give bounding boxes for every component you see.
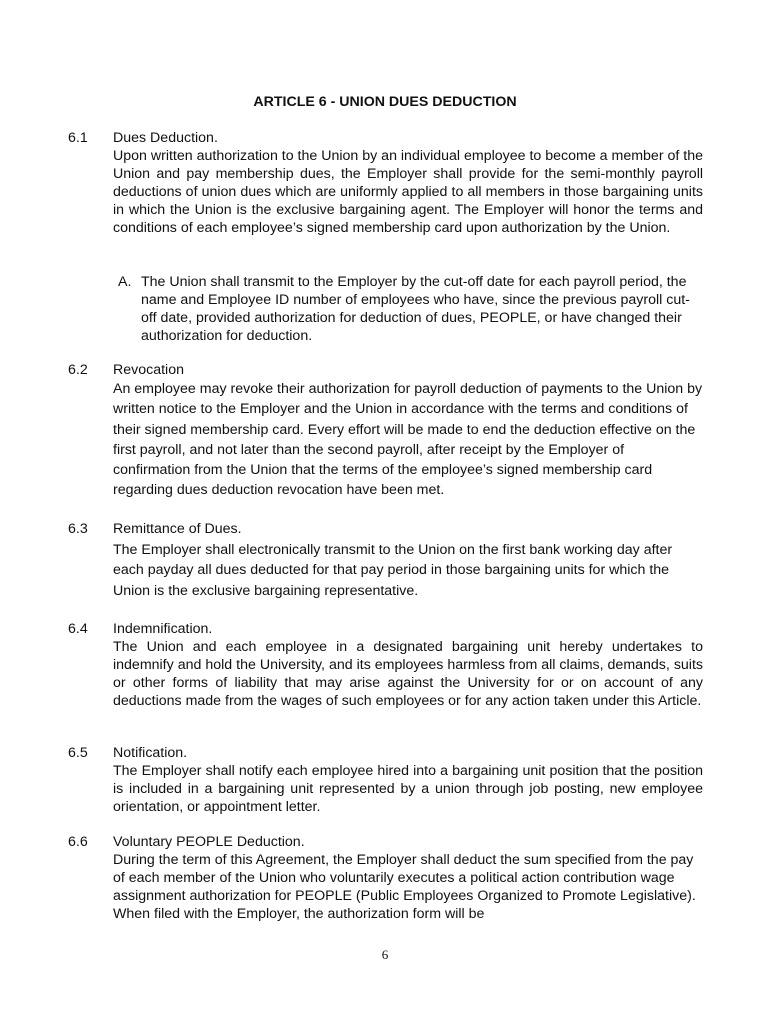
article-title: ARTICLE 6 - UNION DUES DEDUCTION — [253, 94, 517, 110]
section-number: 6.1 — [68, 130, 88, 146]
section-number: 6.5 — [68, 745, 88, 761]
subitem-text: The Union shall transmit to the Employer by the cut-off date for each payroll period, the name and Employee ID number of employees who have, since the previous payroll cut-off date, provided authorization for deduction of dues, PEOPLE, or have changed their authorization for deduction. — [141, 274, 690, 344]
section-text: During the term of this Agreement, the Employer shall deduct the sum specified from the pay of each member of the Union who voluntarily executes a political action contribution wage assignment authorization for PEOPLE (Public Employees Organized to Promote Legislative). When filed with the Employer, the authorization form will be — [113, 852, 696, 922]
subitem-letter: A. — [118, 274, 132, 290]
section-number: 6.3 — [68, 521, 88, 537]
section-number: 6.6 — [68, 834, 88, 850]
section-heading: Dues Deduction. — [113, 130, 218, 146]
section-heading: Notification. — [113, 745, 188, 761]
page-number: 6 — [381, 947, 389, 962]
section-text: Upon written authorization to the Union by an individual employee to become a member of the Union and pay membership dues, the Employer shall provide for the semi-monthly payroll deductions of union dues which are uniformly applied to all members in those bargaining units in which the Union is the exclusive bargaining agent. The Employer will honor the terms and conditions of each employee’s signed membership card upon authorization by the Union. — [113, 148, 703, 236]
section-text: The Union and each employee in a designated bargaining unit hereby undertakes to indemnify and hold the University, and its employees harmless from all claims, demands, suits or other forms of liability that may arise against the University for or on account of any deductions made from the wages of such employees or for any action taken under this Article. — [113, 639, 703, 709]
section-text: An employee may revoke their authorization for payroll deduction of payments to the Union by written notice to the Employer and the Union in accordance with the terms and conditions of their signed membership card. Every effort will be made to end the deduction effective on the first payroll, and not later than the second payroll, after receipt by the Employer of confirmation from the Union that the terms of the employee’s signed membership card regarding dues deduction revocation have been met. — [113, 381, 703, 499]
section-heading: Voluntary PEOPLE Deduction. — [113, 834, 305, 850]
section-number: 6.4 — [68, 621, 88, 637]
section-number: 6.2 — [68, 362, 88, 378]
section-text: The Employer shall notify each employee hired into a bargaining unit position that the position is included in a bargaining unit represented by a union through job posting, new employee orientation, or appointment letter. — [113, 763, 703, 815]
section-heading: Indemnification. — [113, 621, 213, 637]
section-heading: Revocation — [113, 362, 184, 378]
section-heading: Remittance of Dues. — [113, 521, 242, 537]
section-text: The Employer shall electronically transmit to the Union on the first bank working day after each payday all dues deducted for that pay period in those bargaining units for which the Union is the exclusive bargaining representative. — [113, 542, 673, 599]
